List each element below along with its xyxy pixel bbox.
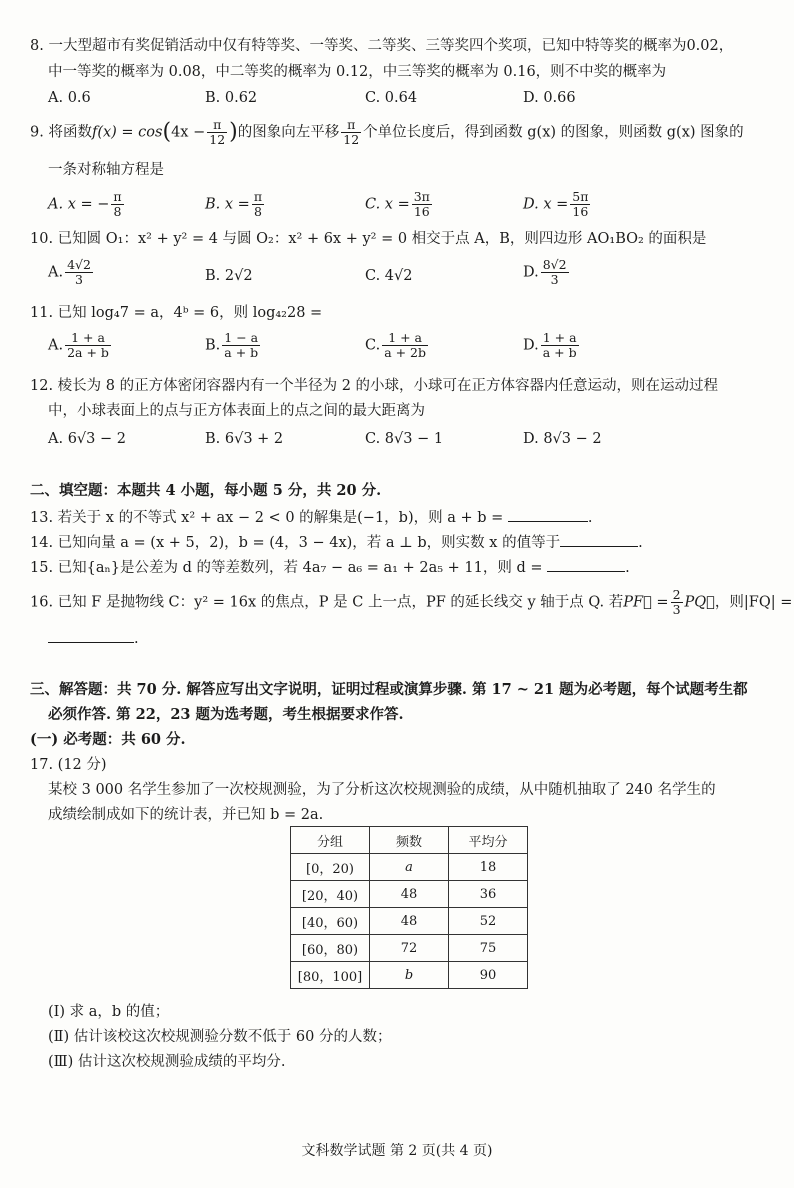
q10-option-c: C. 4√2 bbox=[365, 268, 413, 284]
q16-line1: 16. 已知 F 是抛物线 C：y² = 16x 的焦点，P 是 C 上一点，PF 的延长线交 y 轴于点 Q. 若PF⃗ = $\frac{2}{3}$ PQ⃗，则|FQ| = bbox=[30, 587, 793, 617]
table-cell: [0，20) bbox=[291, 854, 370, 881]
q17-number: 17. (12 分) bbox=[30, 757, 107, 773]
q8-option-c: C. 0.64 bbox=[365, 90, 418, 106]
q17-part-3: (Ⅲ) 估计这次校规测验成绩的平均分. bbox=[48, 1054, 286, 1070]
page-footer: 文科数学试题 第 2 页(共 4 页) bbox=[301, 1143, 493, 1159]
q9-option-a: A. x = − $\frac{\pi}{8}$ bbox=[48, 189, 122, 219]
q8-option-a: A. 0.6 bbox=[48, 90, 91, 106]
q9-option-b: B. x = $\frac{\pi}{8}$ bbox=[205, 189, 263, 219]
table-cell: 48 bbox=[370, 881, 449, 908]
q9-option-c: C. x = $\frac{3\pi}{16}$ bbox=[365, 189, 430, 219]
score-table bbox=[290, 826, 528, 989]
table-cell: 36 bbox=[449, 881, 528, 908]
table-cell: 75 bbox=[449, 935, 528, 962]
table-cell: 18 bbox=[449, 854, 528, 881]
q8-line2: 中一等奖的概率为 0.08，中二等奖的概率为 0.12，中三等奖的概率为 0.16，则不中奖的概率为 bbox=[48, 64, 667, 80]
table-row bbox=[291, 908, 528, 935]
q12-option-b: B. 6√3 + 2 bbox=[205, 431, 284, 447]
q16-answer-blank[interactable] bbox=[48, 628, 134, 643]
q9-function: f(x) = cos bbox=[91, 124, 163, 141]
q14: 14. 已知向量 a = (x + 5，2)，b = (4，3 − 4x)，若 a ⊥ b，则实数 x 的值等于 . bbox=[30, 532, 643, 553]
q9-line1: 9. 将函数f(x) = cos(4x − $\frac{\pi}{12}$ )的图象向左平移 $\frac{\pi}{12}$ 个单位长度后，得到函数 g(x) 的图象，则函数 g(x) 图象的 bbox=[30, 117, 744, 147]
table-cell: [20，40) bbox=[291, 881, 370, 908]
table-cell: 90 bbox=[449, 962, 528, 989]
q11-option-b: B. $\frac{1 - a}{a + b}$ bbox=[205, 330, 259, 360]
q17-line2: 成绩绘制成如下的统计表，并已知 b = 2a. bbox=[48, 807, 324, 823]
q15: 15. 已知{aₙ}是公差为 d 的等差数列，若 4a₇ − a₆ = a₁ + 2a₅ + 11，则 d = . bbox=[30, 557, 630, 578]
q12-line1: 12. 棱长为 8 的正方体密闭容器内有一个半径为 2 的小球，小球可在正方体容器内任意运动，则在运动过程 bbox=[30, 378, 719, 394]
table-cell: 48 bbox=[370, 908, 449, 935]
table-header-row bbox=[291, 827, 528, 854]
table-header: 频数 bbox=[370, 827, 449, 854]
table-header: 平均分 bbox=[449, 827, 528, 854]
q11-text: 11. 已知 log₄7 = a，4ᵇ = 6，则 log₄₂28 = bbox=[30, 305, 323, 321]
table-row bbox=[291, 935, 528, 962]
q16-line2: . bbox=[48, 628, 139, 649]
section3-line2: 必须作答. 第 22，23 题为选考题，考生根据要求作答. bbox=[48, 706, 404, 723]
section3-subtitle: (一) 必考题：共 60 分. bbox=[30, 731, 186, 748]
q10-text: 10. 已知圆 O₁：x² + y² = 4 与圆 O₂：x² + 6x + y² = 0 相交于点 A，B，则四边形 AO₁BO₂ 的面积是 bbox=[30, 231, 707, 247]
q10-option-d: D. $\frac{8√2}{3}$ bbox=[523, 257, 567, 287]
q11-option-d: D. $\frac{1 + a}{a + b}$ bbox=[523, 330, 577, 360]
table-header: 分组 bbox=[291, 827, 370, 854]
section2-title: 二、填空题：本题共 4 小题，每小题 5 分，共 20 分. bbox=[30, 482, 382, 499]
q12-line2: 中，小球表面上的点与正方体表面上的点之间的最大距离为 bbox=[48, 403, 425, 419]
q9-line2: 一条对称轴方程是 bbox=[48, 162, 164, 178]
q13: 13. 若关于 x 的不等式 x² + ax − 2 < 0 的解集是(−1，b)，则 a + b = . bbox=[30, 507, 593, 528]
q9-frac-shift: $\frac{\pi}{12}$ bbox=[343, 117, 360, 147]
q17-part-1: (Ⅰ) 求 a，b 的值； bbox=[48, 1004, 170, 1020]
table-cell: a bbox=[370, 854, 449, 881]
q17-line1: 某校 3 000 名学生参加了一次校规测验，为了分析这次校规测验的成绩，从中随机抽取了 240 名学生的 bbox=[48, 782, 716, 798]
q8-option-d: D. 0.66 bbox=[523, 90, 576, 106]
q14-answer-blank[interactable] bbox=[560, 532, 638, 547]
table-cell: 72 bbox=[370, 935, 449, 962]
q15-answer-blank[interactable] bbox=[547, 557, 625, 572]
q12-option-d: D. 8√3 − 2 bbox=[523, 431, 602, 447]
q17-part-2: (Ⅱ) 估计该校这次校规测验分数不低于 60 分的人数； bbox=[48, 1029, 392, 1045]
q11-option-c: C. $\frac{1 + a}{a + 2b}$ bbox=[365, 330, 427, 360]
table-row bbox=[291, 962, 528, 989]
q9-option-d: D. x = $\frac{5\pi}{16}$ bbox=[523, 189, 589, 219]
q12-option-c: C. 8√3 − 1 bbox=[365, 431, 444, 447]
table-cell: 52 bbox=[449, 908, 528, 935]
q13-answer-blank[interactable] bbox=[508, 507, 588, 522]
q10-option-b: B. 2√2 bbox=[205, 268, 253, 284]
q9-frac-arg: $\frac{\pi}{12}$ bbox=[209, 117, 226, 147]
table-cell: [40，60) bbox=[291, 908, 370, 935]
table-row bbox=[291, 881, 528, 908]
table-cell: [80，100] bbox=[291, 962, 370, 989]
q8-line1: 8. 一大型超市有奖促销活动中仅有特等奖、一等奖、二等奖、三等奖四个奖项，已知中特等奖的概率为0.02， bbox=[30, 38, 734, 54]
table-cell: b bbox=[370, 962, 449, 989]
q10-option-a: A. $\frac{4√2}{3}$ bbox=[48, 257, 91, 287]
q11-option-a: A. $\frac{1 + a}{2a + b}$ bbox=[48, 330, 109, 360]
q12-option-a: A. 6√3 − 2 bbox=[48, 431, 126, 447]
table-row bbox=[291, 854, 528, 881]
q8-option-b: B. 0.62 bbox=[205, 90, 258, 106]
table-cell: [60，80) bbox=[291, 935, 370, 962]
section3-line1: 三、解答题：共 70 分. 解答应写出文字说明，证明过程或演算步骤. 第 17 ~ 21 题为必考题，每个试题考生都 bbox=[30, 681, 748, 698]
